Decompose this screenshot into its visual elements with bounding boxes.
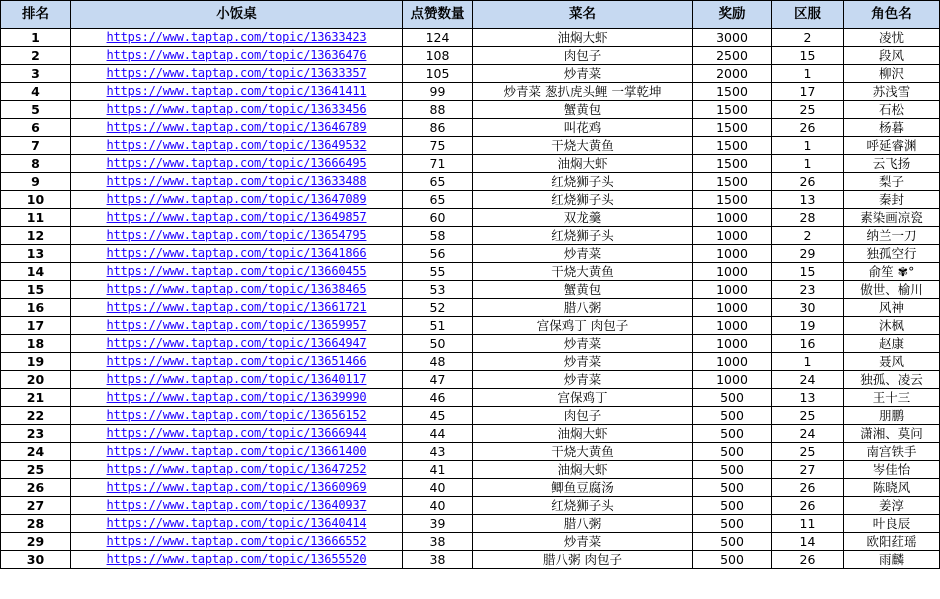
role-cell: 段风 bbox=[844, 47, 940, 65]
reward-cell: 1000 bbox=[693, 263, 772, 281]
reward-cell: 500 bbox=[693, 479, 772, 497]
dish-cell: 炒青菜 bbox=[473, 371, 693, 389]
rank-cell: 8 bbox=[1, 155, 71, 173]
dish-cell: 干烧大黄鱼 bbox=[473, 263, 693, 281]
rank-cell: 21 bbox=[1, 389, 71, 407]
dish-cell: 红烧狮子头 bbox=[473, 497, 693, 515]
rank-cell: 20 bbox=[1, 371, 71, 389]
likes-cell: 38 bbox=[403, 551, 473, 569]
likes-cell: 65 bbox=[403, 191, 473, 209]
likes-cell: 108 bbox=[403, 47, 473, 65]
dish-cell: 腊八粥 肉包子 bbox=[473, 551, 693, 569]
topic-link[interactable]: https://www.taptap.com/topic/13655520 bbox=[71, 551, 403, 569]
role-cell: 苏浅雪 bbox=[844, 83, 940, 101]
rank-cell: 4 bbox=[1, 83, 71, 101]
header-table: 小饭桌 bbox=[71, 1, 403, 29]
topic-link[interactable]: https://www.taptap.com/topic/13641411 bbox=[71, 83, 403, 101]
rank-cell: 28 bbox=[1, 515, 71, 533]
rank-cell: 27 bbox=[1, 497, 71, 515]
role-cell: 素染画凉瓷 bbox=[844, 209, 940, 227]
likes-cell: 41 bbox=[403, 461, 473, 479]
server-cell: 16 bbox=[772, 335, 844, 353]
table-body bbox=[1, 29, 940, 569]
role-cell: 俞笙 ✾° bbox=[844, 263, 940, 281]
table-row bbox=[1, 443, 940, 461]
table-row bbox=[1, 245, 940, 263]
likes-cell: 50 bbox=[403, 335, 473, 353]
role-cell: 风神 bbox=[844, 299, 940, 317]
header-rank: 排名 bbox=[1, 1, 71, 29]
dish-cell: 红烧狮子头 bbox=[473, 173, 693, 191]
table-row bbox=[1, 65, 940, 83]
topic-link[interactable]: https://www.taptap.com/topic/13661721 bbox=[71, 299, 403, 317]
reward-cell: 500 bbox=[693, 551, 772, 569]
likes-cell: 52 bbox=[403, 299, 473, 317]
dish-cell: 油焖大虾 bbox=[473, 461, 693, 479]
likes-cell: 38 bbox=[403, 533, 473, 551]
table-row bbox=[1, 533, 940, 551]
rank-cell: 16 bbox=[1, 299, 71, 317]
dish-cell: 双龙羹 bbox=[473, 209, 693, 227]
dish-cell: 叫花鸡 bbox=[473, 119, 693, 137]
role-cell: 王十三 bbox=[844, 389, 940, 407]
role-cell: 陈晓风 bbox=[844, 479, 940, 497]
dish-cell: 肉包子 bbox=[473, 47, 693, 65]
likes-cell: 105 bbox=[403, 65, 473, 83]
server-cell: 26 bbox=[772, 173, 844, 191]
dish-cell: 油焖大虾 bbox=[473, 155, 693, 173]
server-cell: 26 bbox=[772, 551, 844, 569]
dish-cell: 干烧大黄鱼 bbox=[473, 443, 693, 461]
likes-cell: 47 bbox=[403, 371, 473, 389]
reward-cell: 1000 bbox=[693, 335, 772, 353]
likes-cell: 56 bbox=[403, 245, 473, 263]
table-row bbox=[1, 425, 940, 443]
topic-link[interactable]: https://www.taptap.com/topic/13654795 bbox=[71, 227, 403, 245]
role-cell: 聂风 bbox=[844, 353, 940, 371]
header-role: 角色名 bbox=[844, 1, 940, 29]
table-row bbox=[1, 389, 940, 407]
table-row bbox=[1, 173, 940, 191]
rank-cell: 30 bbox=[1, 551, 71, 569]
rank-cell: 22 bbox=[1, 407, 71, 425]
table-row bbox=[1, 479, 940, 497]
server-cell: 25 bbox=[772, 407, 844, 425]
table-row bbox=[1, 371, 940, 389]
dish-cell: 油焖大虾 bbox=[473, 29, 693, 47]
header-row bbox=[1, 1, 940, 29]
server-cell: 13 bbox=[772, 191, 844, 209]
table-row bbox=[1, 83, 940, 101]
role-cell: 梨子 bbox=[844, 173, 940, 191]
reward-cell: 1000 bbox=[693, 281, 772, 299]
likes-cell: 44 bbox=[403, 425, 473, 443]
reward-cell: 500 bbox=[693, 533, 772, 551]
table-row bbox=[1, 353, 940, 371]
table-row bbox=[1, 155, 940, 173]
reward-cell: 2000 bbox=[693, 65, 772, 83]
topic-link[interactable]: https://www.taptap.com/topic/13641866 bbox=[71, 245, 403, 263]
reward-cell: 1000 bbox=[693, 317, 772, 335]
reward-cell: 500 bbox=[693, 425, 772, 443]
role-cell: 独孤空行 bbox=[844, 245, 940, 263]
reward-cell: 500 bbox=[693, 389, 772, 407]
table-row bbox=[1, 227, 940, 245]
role-cell: 欧阳荭瑶 bbox=[844, 533, 940, 551]
header-reward: 奖励 bbox=[693, 1, 772, 29]
likes-cell: 86 bbox=[403, 119, 473, 137]
topic-link[interactable]: https://www.taptap.com/topic/13659957 bbox=[71, 317, 403, 335]
likes-cell: 46 bbox=[403, 389, 473, 407]
dish-cell: 炒青菜 bbox=[473, 353, 693, 371]
role-cell: 傲世、榆川 bbox=[844, 281, 940, 299]
topic-link[interactable]: https://www.taptap.com/topic/13656152 bbox=[71, 407, 403, 425]
table-row bbox=[1, 47, 940, 65]
server-cell: 26 bbox=[772, 119, 844, 137]
server-cell: 26 bbox=[772, 497, 844, 515]
reward-cell: 1500 bbox=[693, 83, 772, 101]
role-cell: 沐枫 bbox=[844, 317, 940, 335]
rank-cell: 14 bbox=[1, 263, 71, 281]
topic-link[interactable]: https://www.taptap.com/topic/13660969 bbox=[71, 479, 403, 497]
role-cell: 姜淳 bbox=[844, 497, 940, 515]
role-cell: 叶良辰 bbox=[844, 515, 940, 533]
likes-cell: 45 bbox=[403, 407, 473, 425]
table-row bbox=[1, 335, 940, 353]
topic-link[interactable]: https://www.taptap.com/topic/13664947 bbox=[71, 335, 403, 353]
reward-cell: 500 bbox=[693, 407, 772, 425]
reward-cell: 1000 bbox=[693, 245, 772, 263]
table-row bbox=[1, 29, 940, 47]
reward-cell: 500 bbox=[693, 443, 772, 461]
rank-cell: 11 bbox=[1, 209, 71, 227]
reward-cell: 500 bbox=[693, 497, 772, 515]
topic-link[interactable]: https://www.taptap.com/topic/13666552 bbox=[71, 533, 403, 551]
topic-link[interactable]: https://www.taptap.com/topic/13646789 bbox=[71, 119, 403, 137]
dish-cell: 腊八粥 bbox=[473, 299, 693, 317]
server-cell: 23 bbox=[772, 281, 844, 299]
reward-cell: 2500 bbox=[693, 47, 772, 65]
table-row bbox=[1, 101, 940, 119]
table-row bbox=[1, 497, 940, 515]
table-header bbox=[1, 1, 940, 29]
rank-cell: 5 bbox=[1, 101, 71, 119]
role-cell: 杨暮 bbox=[844, 119, 940, 137]
reward-cell: 1500 bbox=[693, 173, 772, 191]
dish-cell: 蟹黄包 bbox=[473, 101, 693, 119]
rank-cell: 12 bbox=[1, 227, 71, 245]
dish-cell: 油焖大虾 bbox=[473, 425, 693, 443]
server-cell: 28 bbox=[772, 209, 844, 227]
likes-cell: 88 bbox=[403, 101, 473, 119]
server-cell: 1 bbox=[772, 137, 844, 155]
table-row bbox=[1, 317, 940, 335]
server-cell: 15 bbox=[772, 47, 844, 65]
topic-link[interactable]: https://www.taptap.com/topic/13639990 bbox=[71, 389, 403, 407]
dish-cell: 炒青菜 葱扒虎头鲤 一掌乾坤 bbox=[473, 83, 693, 101]
role-cell: 秦封 bbox=[844, 191, 940, 209]
role-cell: 岑佳怡 bbox=[844, 461, 940, 479]
likes-cell: 39 bbox=[403, 515, 473, 533]
topic-link[interactable]: https://www.taptap.com/topic/13633456 bbox=[71, 101, 403, 119]
likes-cell: 43 bbox=[403, 443, 473, 461]
likes-cell: 48 bbox=[403, 353, 473, 371]
role-cell: 石松 bbox=[844, 101, 940, 119]
reward-cell: 1000 bbox=[693, 371, 772, 389]
server-cell: 2 bbox=[772, 227, 844, 245]
likes-cell: 40 bbox=[403, 497, 473, 515]
likes-cell: 60 bbox=[403, 209, 473, 227]
reward-cell: 1500 bbox=[693, 137, 772, 155]
reward-cell: 1000 bbox=[693, 353, 772, 371]
topic-link[interactable]: https://www.taptap.com/topic/13651466 bbox=[71, 353, 403, 371]
likes-cell: 55 bbox=[403, 263, 473, 281]
server-cell: 15 bbox=[772, 263, 844, 281]
server-cell: 11 bbox=[772, 515, 844, 533]
topic-link[interactable]: https://www.taptap.com/topic/13636476 bbox=[71, 47, 403, 65]
server-cell: 27 bbox=[772, 461, 844, 479]
rank-cell: 7 bbox=[1, 137, 71, 155]
topic-link[interactable]: https://www.taptap.com/topic/13633488 bbox=[71, 173, 403, 191]
dish-cell: 炒青菜 bbox=[473, 245, 693, 263]
dish-cell: 干烧大黄鱼 bbox=[473, 137, 693, 155]
table-row bbox=[1, 299, 940, 317]
header-likes: 点赞数量 bbox=[403, 1, 473, 29]
server-cell: 24 bbox=[772, 425, 844, 443]
table-row bbox=[1, 407, 940, 425]
reward-cell: 1500 bbox=[693, 191, 772, 209]
reward-cell: 1500 bbox=[693, 155, 772, 173]
server-cell: 25 bbox=[772, 101, 844, 119]
rank-cell: 3 bbox=[1, 65, 71, 83]
server-cell: 30 bbox=[772, 299, 844, 317]
role-cell: 云飞扬 bbox=[844, 155, 940, 173]
role-cell: 柳沢 bbox=[844, 65, 940, 83]
topic-link[interactable]: https://www.taptap.com/topic/13638465 bbox=[71, 281, 403, 299]
dish-cell: 腊八粥 bbox=[473, 515, 693, 533]
topic-link[interactable]: https://www.taptap.com/topic/13640937 bbox=[71, 497, 403, 515]
topic-link[interactable]: https://www.taptap.com/topic/13666944 bbox=[71, 425, 403, 443]
topic-link[interactable]: https://www.taptap.com/topic/13640414 bbox=[71, 515, 403, 533]
topic-link[interactable]: https://www.taptap.com/topic/13647089 bbox=[71, 191, 403, 209]
rank-cell: 15 bbox=[1, 281, 71, 299]
table-row bbox=[1, 551, 940, 569]
server-cell: 1 bbox=[772, 353, 844, 371]
rank-cell: 1 bbox=[1, 29, 71, 47]
dish-cell: 红烧狮子头 bbox=[473, 191, 693, 209]
likes-cell: 99 bbox=[403, 83, 473, 101]
table-row bbox=[1, 515, 940, 533]
table-row bbox=[1, 263, 940, 281]
reward-cell: 500 bbox=[693, 515, 772, 533]
role-cell: 纳兰一刀 bbox=[844, 227, 940, 245]
server-cell: 13 bbox=[772, 389, 844, 407]
topic-link[interactable]: https://www.taptap.com/topic/13633357 bbox=[71, 65, 403, 83]
server-cell: 14 bbox=[772, 533, 844, 551]
rank-cell: 13 bbox=[1, 245, 71, 263]
table-row bbox=[1, 461, 940, 479]
rank-cell: 25 bbox=[1, 461, 71, 479]
table-row bbox=[1, 209, 940, 227]
reward-cell: 3000 bbox=[693, 29, 772, 47]
server-cell: 1 bbox=[772, 155, 844, 173]
dish-cell: 宫保鸡丁 肉包子 bbox=[473, 317, 693, 335]
dish-cell: 蟹黄包 bbox=[473, 281, 693, 299]
role-cell: 潇湘、莫问 bbox=[844, 425, 940, 443]
dish-cell: 炒青菜 bbox=[473, 65, 693, 83]
rank-cell: 23 bbox=[1, 425, 71, 443]
role-cell: 南宫铁手 bbox=[844, 443, 940, 461]
server-cell: 24 bbox=[772, 371, 844, 389]
reward-cell: 1000 bbox=[693, 299, 772, 317]
rank-cell: 17 bbox=[1, 317, 71, 335]
likes-cell: 51 bbox=[403, 317, 473, 335]
topic-link[interactable]: https://www.taptap.com/topic/13649857 bbox=[71, 209, 403, 227]
dish-cell: 炒青菜 bbox=[473, 335, 693, 353]
rank-cell: 10 bbox=[1, 191, 71, 209]
likes-cell: 124 bbox=[403, 29, 473, 47]
likes-cell: 53 bbox=[403, 281, 473, 299]
server-cell: 26 bbox=[772, 479, 844, 497]
topic-link[interactable]: https://www.taptap.com/topic/13633423 bbox=[71, 29, 403, 47]
dish-cell: 肉包子 bbox=[473, 407, 693, 425]
role-cell: 赵康 bbox=[844, 335, 940, 353]
dish-cell: 鲫鱼豆腐汤 bbox=[473, 479, 693, 497]
server-cell: 29 bbox=[772, 245, 844, 263]
rank-cell: 19 bbox=[1, 353, 71, 371]
server-cell: 17 bbox=[772, 83, 844, 101]
rank-cell: 24 bbox=[1, 443, 71, 461]
reward-cell: 1000 bbox=[693, 209, 772, 227]
likes-cell: 58 bbox=[403, 227, 473, 245]
dish-cell: 炒青菜 bbox=[473, 533, 693, 551]
table-row bbox=[1, 137, 940, 155]
likes-cell: 65 bbox=[403, 173, 473, 191]
table-row bbox=[1, 191, 940, 209]
server-cell: 25 bbox=[772, 443, 844, 461]
topic-link[interactable]: https://www.taptap.com/topic/13649532 bbox=[71, 137, 403, 155]
server-cell: 19 bbox=[772, 317, 844, 335]
header-dish: 菜名 bbox=[473, 1, 693, 29]
dish-cell: 宫保鸡丁 bbox=[473, 389, 693, 407]
dish-cell: 红烧狮子头 bbox=[473, 227, 693, 245]
rank-cell: 26 bbox=[1, 479, 71, 497]
likes-cell: 71 bbox=[403, 155, 473, 173]
reward-cell: 500 bbox=[693, 461, 772, 479]
role-cell: 凌忧 bbox=[844, 29, 940, 47]
table-row bbox=[1, 281, 940, 299]
topic-link[interactable]: https://www.taptap.com/topic/13660455 bbox=[71, 263, 403, 281]
role-cell: 呼延睿渊 bbox=[844, 137, 940, 155]
topic-link[interactable]: https://www.taptap.com/topic/13647252 bbox=[71, 461, 403, 479]
role-cell: 朋鹏 bbox=[844, 407, 940, 425]
reward-cell: 1000 bbox=[693, 227, 772, 245]
topic-link[interactable]: https://www.taptap.com/topic/13661400 bbox=[71, 443, 403, 461]
likes-cell: 40 bbox=[403, 479, 473, 497]
rank-cell: 29 bbox=[1, 533, 71, 551]
reward-cell: 1500 bbox=[693, 119, 772, 137]
topic-link[interactable]: https://www.taptap.com/topic/13666495 bbox=[71, 155, 403, 173]
reward-cell: 1500 bbox=[693, 101, 772, 119]
header-server: 区服 bbox=[772, 1, 844, 29]
rank-cell: 2 bbox=[1, 47, 71, 65]
rank-cell: 6 bbox=[1, 119, 71, 137]
rank-cell: 9 bbox=[1, 173, 71, 191]
server-cell: 1 bbox=[772, 65, 844, 83]
role-cell: 雨麟 bbox=[844, 551, 940, 569]
topic-link[interactable]: https://www.taptap.com/topic/13640117 bbox=[71, 371, 403, 389]
rank-cell: 18 bbox=[1, 335, 71, 353]
table-row bbox=[1, 119, 940, 137]
server-cell: 2 bbox=[772, 29, 844, 47]
likes-cell: 75 bbox=[403, 137, 473, 155]
role-cell: 独孤、凌云 bbox=[844, 371, 940, 389]
